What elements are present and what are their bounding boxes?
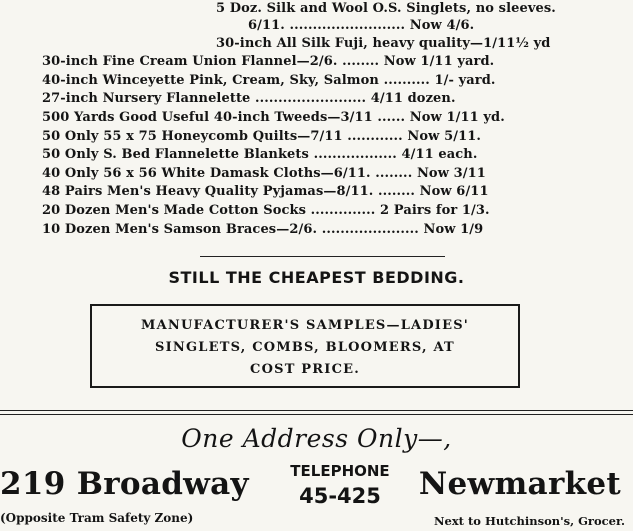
telephone-number: 45-425 [299,484,381,508]
bedding-heading: STILL THE CHEAPEST BEDDING. [168,268,465,287]
footer-rule-bottom [0,414,633,415]
footer-rule-top [0,410,633,411]
samples-line-3: COST PRICE. [250,362,360,377]
location-note: (Opposite Tram Safety Zone) [0,511,194,525]
landmark-note: Next to Hutchinson's, Grocer. [433,514,625,528]
street-address: 219 Broadway [0,466,249,502]
price-line-6: 27-inch Nursery Flannelette ........................ 4/11 dozen. [42,91,456,106]
price-line-3: 30-inch All Silk Fuji, heavy quality—1/11½ yd [216,36,551,51]
price-line-10: 40 Only 56 x 56 White Damask Cloths—6/11. ........ Now 3/11 [42,166,486,181]
samples-line-2: SINGLETS, COMBS, BLOOMERS, AT [155,340,455,355]
samples-box [90,304,520,388]
price-line-2: 6/11. ......................... Now 4/6. [248,18,475,33]
section-divider [200,256,445,257]
price-line-1: 5 Doz. Silk and Wool O.S. Singlets, no sleeves. [216,1,556,16]
telephone-label: TELEPHONE [290,462,390,480]
price-line-7: 500 Yards Good Useful 40-inch Tweeds—3/11 ...... Now 1/11 yd. [42,110,505,125]
price-line-9: 50 Only S. Bed Flannelette Blankets .................. 4/11 each. [42,147,478,162]
price-line-8: 50 Only 55 x 75 Honeycomb Quilts—7/11 ............ Now 5/11. [42,129,482,144]
address-line: One Address Only—, [181,424,452,453]
samples-line-1: MANUFACTURER'S SAMPLES—LADIES' [141,318,469,333]
price-line-4: 30-inch Fine Cream Union Flannel—2/6. ........ Now 1/11 yard. [42,54,495,69]
price-line-11: 48 Pairs Men's Heavy Quality Pyjamas—8/11. ........ Now 6/11 [42,184,489,199]
town-name: Newmarket [418,466,621,502]
price-line-13: 10 Dozen Men's Samson Braces—2/6. ..................... Now 1/9 [42,222,484,237]
price-line-12: 20 Dozen Men's Made Cotton Socks .............. 2 Pairs for 1/3. [42,203,490,218]
price-line-5: 40-inch Winceyette Pink, Cream, Sky, Salmon .......... 1/- yard. [42,73,496,88]
